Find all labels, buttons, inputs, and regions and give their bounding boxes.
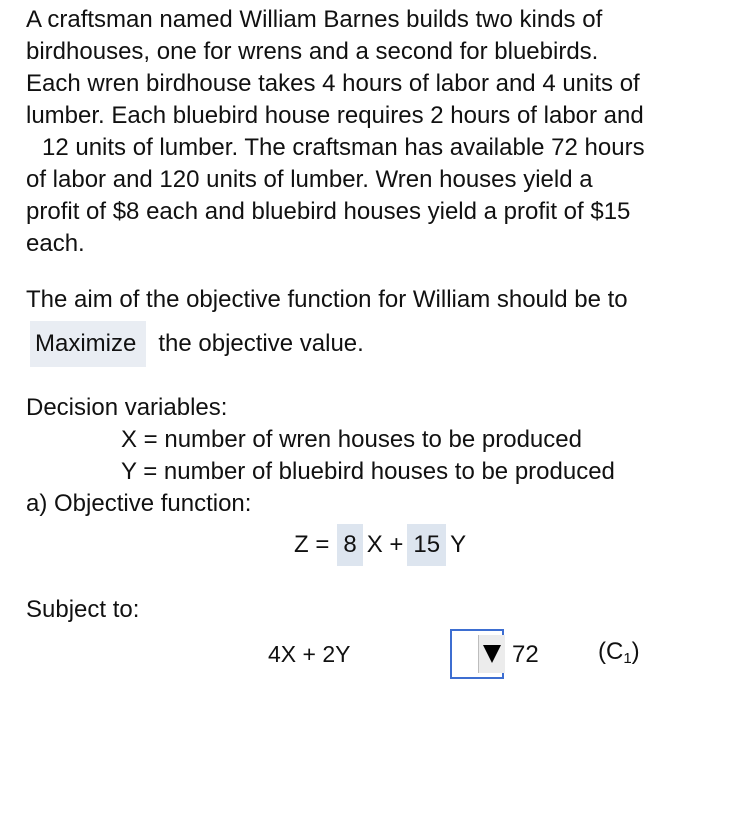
objective-function-heading: a) Objective function: <box>26 490 252 517</box>
x-variable: X + <box>366 531 404 558</box>
constraint-c1-lhs: 4X + 2Y <box>268 641 351 667</box>
aim-answer-row <box>30 321 364 367</box>
aim-question: The aim of the objective function for William should be to <box>26 286 628 313</box>
decision-variables-heading: Decision variables: <box>26 394 228 421</box>
constraint-c1-rhs: 72 <box>512 641 539 668</box>
objective-function-row <box>294 524 470 566</box>
y-definition: Y = number of bluebird houses to be produced <box>121 458 615 485</box>
constraint-c1-name <box>598 638 640 667</box>
subject-to-heading: Subject to: <box>26 596 140 623</box>
x-coefficient-field[interactable]: 8 <box>337 524 362 566</box>
constraint-name-prefix: (C <box>598 638 624 665</box>
problem-line: 12 units of lumber. The craftsman has available 72 hours <box>42 134 645 161</box>
problem-line: profit of $8 each and bluebird houses yield a profit of $15 <box>26 198 631 225</box>
dropdown-button[interactable] <box>478 635 505 673</box>
problem-line: birdhouses, one for wrens and a second for bluebirds. <box>26 38 599 65</box>
y-coefficient-field[interactable]: 15 <box>407 524 446 566</box>
x-definition: X = number of wren houses to be produced <box>121 426 582 453</box>
problem-line: Each wren birdhouse takes 4 hours of labor and 4 units of <box>26 70 640 97</box>
triangle-down-icon <box>483 645 501 663</box>
problem-line: of labor and 120 units of lumber. Wren houses yield a <box>26 166 593 193</box>
constraint-name-suffix: ) <box>631 638 640 665</box>
aim-answer-field[interactable]: Maximize <box>30 321 146 367</box>
constraint-c1-sign-select[interactable] <box>450 629 504 679</box>
problem-line: A craftsman named William Barnes builds two kinds of <box>26 6 603 33</box>
aim-answer-suffix: the objective value. <box>158 330 364 357</box>
constraint-name-subscript: 1 <box>623 650 632 667</box>
problem-line: each. <box>26 230 85 257</box>
z-equals: Z = <box>294 531 330 558</box>
problem-statement <box>26 4 726 260</box>
problem-line: lumber. Each bluebird house requires 2 hours of labor and <box>26 102 644 129</box>
y-variable: Y <box>450 531 467 558</box>
